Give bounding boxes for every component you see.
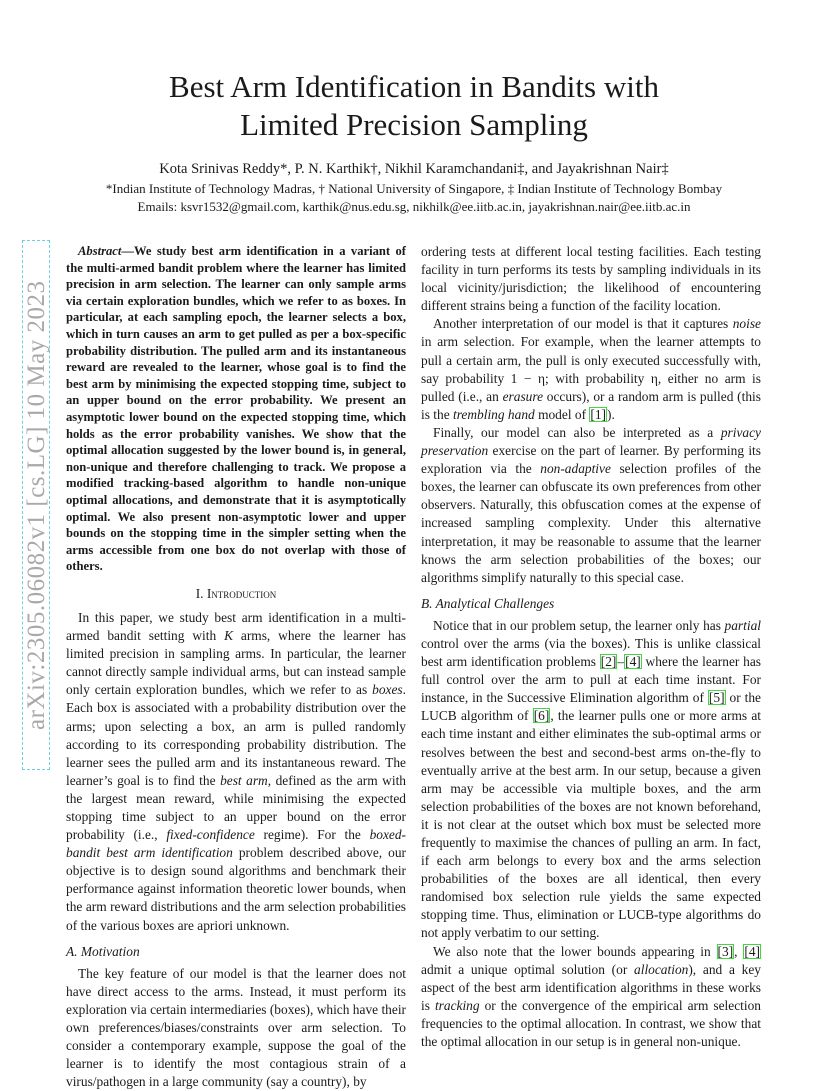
- citation-link[interactable]: [1]: [590, 406, 607, 422]
- citation-link[interactable]: [5]: [708, 690, 725, 706]
- title-line-1: Best Arm Identification in Bandits with: [169, 69, 659, 104]
- citation-link[interactable]: [3]: [717, 943, 734, 959]
- citation-link[interactable]: [4]: [744, 943, 760, 959]
- citation-link[interactable]: [6]: [533, 708, 550, 724]
- arxiv-stamp[interactable]: arXiv:2305.06082v1 [cs.LG] 10 May 2023: [22, 240, 50, 770]
- section-heading-introduction: I. Introduction: [195, 585, 277, 601]
- author-emails: Emails: ksvr1532@gmail.com, karthik@nus.edu.sg, nikhilk@ee.iitb.ac.in, jayakrishnan.nair@ee.iitb.ac.in: [137, 199, 691, 214]
- title-line-2: Limited Precision Sampling: [240, 107, 588, 142]
- left-column: [66, 243, 406, 1091]
- citation-link[interactable]: [2]: [600, 654, 617, 670]
- citation-link[interactable]: [4]: [625, 654, 641, 670]
- challenges-paragraph: Notice that in our problem setup, the learner only has partial control over the arms (via the boxes). This is unlike classical best arm identification problems [2]–[4] where the learner has full control over the arm to pull at each time instant. For instance, in the Successive Elimination algorithm of [5] or the LUCB algorithm of [6], the learner pulls one or more arms at each time instant and either eliminates the sub-optimal arms or resolves between the best and second-best arms on-the-fly to eventually arrive at the best arm. In our setup, because a given arm may be accessible via multiple boxes, and the arm selection probabilities of the boxes are not known beforehand, it is not clear at the outset which box must be selected more frequently to maximise the chances of pulling an arm. In fact, if each arm belongs to every box and the arms selection probabilities of the boxes are all identical, then every randomised box selection rule yields the same expected stopping time. Thus, elimination or LUCB-type algorithms do not apply verbatim to our setting.: [421, 617, 761, 941]
- affiliations: *Indian Institute of Technology Madras, † National University of Singapore, ‡ Indian Institute of Technology Bombay: [105, 181, 723, 196]
- motivation-paragraph: The key feature of our model is that the learner does not have direct access to the arms. Instead, it must perform its exploration via certain intermediaries (boxes), which have their own preferences/biases/constraints over arm selection. To consider a contemporary example, suppose the goal of the learner is to identify the most contagious strain of a virus/pathogen in a large community (say a country), by: [66, 965, 406, 1090]
- author-list: Kota Srinivas Reddy*, P. N. Karthik†, Nikhil Karamchandani‡, and Jayakrishnan Nair‡: [159, 161, 669, 177]
- abstract: [66, 243, 406, 575]
- noise-paragraph: Another interpretation of our model is that it captures noise in arm selection. For example, when the learner attempts to pull a certain arm, the pull is only executed successfully with, say probability 1 − η; with probability η, either no arm is pulled (i.e., an erasure occurs), or a random arm is pulled (this is the trembling hand model of [1]).: [421, 316, 761, 422]
- intro-paragraph: In this paper, we study best arm identification in a multi-armed bandit setting with K arms, where the learner has limited precision in sampling arms. In particular, the learner cannot directly sample individual arms, but can instead sample only certain exploration bundles, which we refer to as boxes. Each box is associated with a probability distribution over the arms; upon selecting a box, an arm is pulled randomly according to its corresponding probability distribution. The learner sees the pulled arm and its instantaneous reward. The learner’s goal is to find the best arm, defined as the arm with the largest mean reward, while minimising the expected stopping time subject to an upper bound on the error probability (i.e., fixed-confidence regime). For the boxed-bandit best arm identification problem described above, our objective is to design sound algorithms and benchmark their performance against information theoretic lower bounds, when the arm reward distributions and the arm selection probabilities of the various boxes are apriori unknown.: [66, 609, 406, 933]
- paper-title: [60, 68, 768, 144]
- right-column: [421, 243, 761, 1051]
- lower-bounds-paragraph: We also note that the lower bounds appearing in [3], [4] admit a unique optimal solution (or allocation), and a key aspect of the best arm identification algorithms in these works is tracking or the convergence of the empirical arm selection frequencies to the optimal allocation. In contrast, we show that the optimal allocation in our setup is in general non-unique.: [421, 943, 761, 1050]
- motivation-continued-paragraph: ordering tests at different local testing facilities. Each testing facility in turn performs its tests by sampling individuals in its local vicinity/jurisdiction; the likelihood of encountering different strains being a function of the facility location.: [421, 244, 761, 314]
- privacy-paragraph: Finally, our model can also be interpreted as a privacy preservation exercise on the part of learner. By performing its exploration via the non-adaptive selection profiles of the boxes, the learner can obfuscate its own preferences from other observers. Naturally, this obfuscation comes at the expense of increased sampling complexity. Under this alternative interpretation, it may be reasonable to assume that the learner knows the arm selection probabilities of the boxes; our algorithms simplify naturally to this special case.: [421, 424, 762, 585]
- abstract-lead: Abstract: [78, 244, 122, 258]
- subsection-heading-motivation: A. Motivation: [66, 943, 140, 959]
- subsection-heading-analytical-challenges: B. Analytical Challenges: [421, 595, 555, 611]
- abstract-text: —We study best arm identification in a variant of the multi-armed bandit problem where the learner has limited precision in arm selection. The learner can only sample arms via certain exploration bundles, which we refer to as boxes. In particular, at each sampling epoch, the learner selects a box, which in turn causes an arm to get pulled as per a box-specific probability distribution. The pulled arm and its instantaneous reward are revealed to the learner, whose goal is to find the best arm by minimising the expected stopping time, subject to an upper bound on the error probability. We present an asymptotic lower bound on the expected stopping time, which holds as the error probability vanishes. We show that the optimal allocation suggested by the lower bound is, in general, non-unique and therefore challenging to track. We propose a modified tracking-based algorithm to handle non-unique optimal allocations, and demonstrate that it is asymptotically optimal. We also present non-asymptotic lower and upper bounds on the stopping time in the simpler setting when the arms accessible from one box do not overlap with those of others.: [66, 244, 406, 574]
